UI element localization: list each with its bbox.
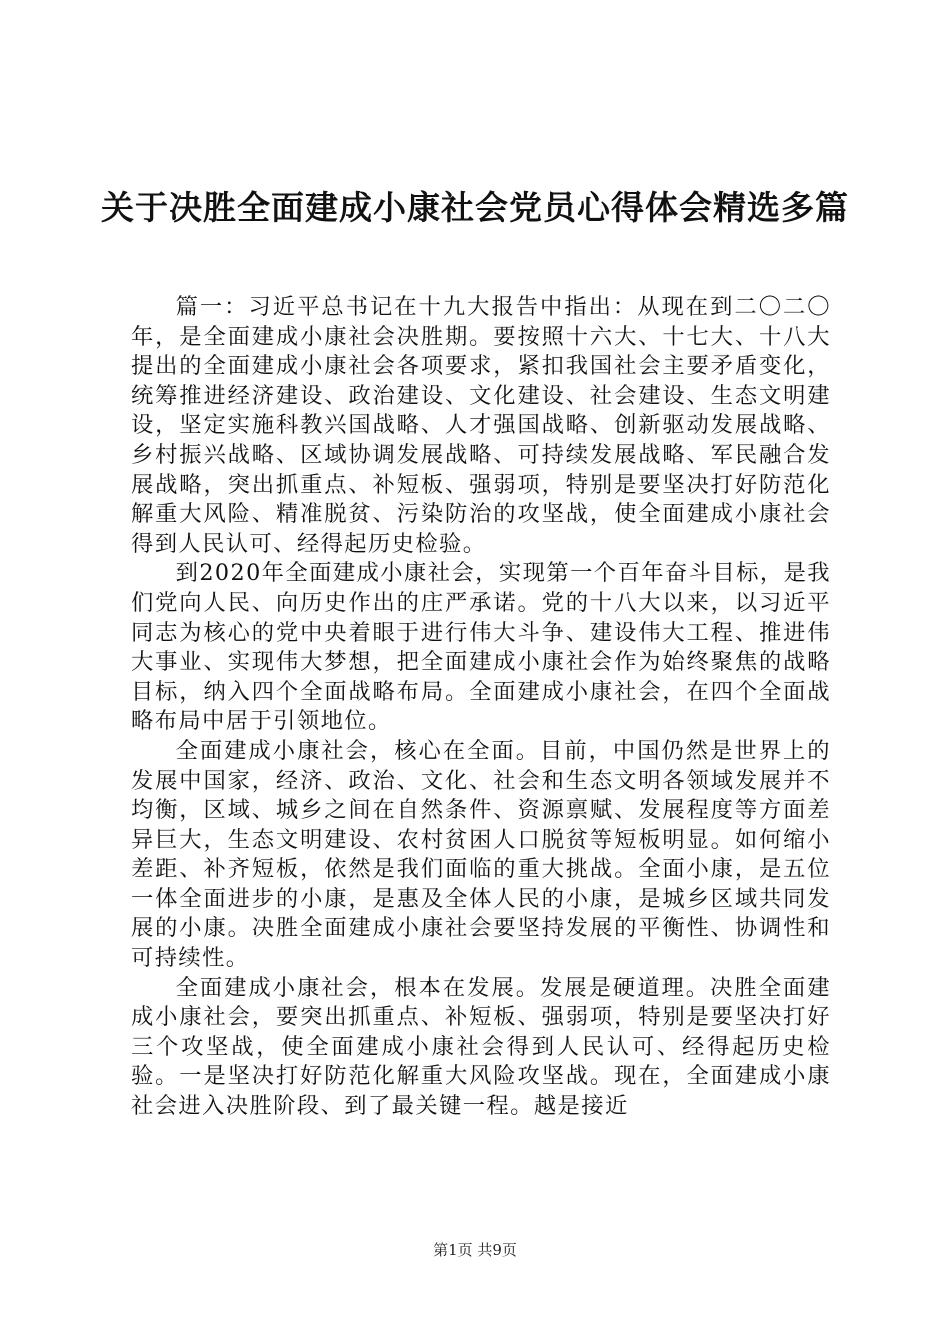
- document-title: 关于决胜全面建成小康社会党员心得体会精选多篇: [101, 188, 849, 227]
- paragraph: 篇一：习近平总书记在十九大报告中指出：从现在到二〇二〇年，是全面建成小康社会决胜期。要按照十六大、十七大、十八大提出的全面建成小康社会各项要求，紧扣我国社会主要矛盾变化，统筹推进经济建设、政治建设、文化建设、社会建设、生态文明建设，坚定实施科教兴国战略、人才强国战略、创新驱动发展战略、乡村振兴战略、区域协调发展战略、可持续发展战略、军民融合发展战略，突出抓重点、补短板、强弱项，特别是要坚决打好防范化解重大风险、精准脱贫、污染防治的攻坚战，使全面建成小康社会得到人民认可、经得起历史检验。: [131, 294, 831, 557]
- paragraph: 全面建成小康社会，核心在全面。目前，中国仍然是世界上的发展中国家，经济、政治、文化、社会和生态文明各领域发展并不均衡，区域、城乡之间在自然条件、资源禀赋、发展程度等方面差异巨大，生态文明建设、农村贫困人口脱贫等短板明显。如何缩小差距、补齐短板，依然是我们面临的重大挑战。全面小康，是五位一体全面进步的小康，是惠及全体人民的小康，是城乡区域共同发展的小康。决胜全面建成小康社会要坚持发展的平衡性、协调性和可持续性。: [131, 737, 831, 972]
- paragraph: 到2020年全面建成小康社会，实现第一个百年奋斗目标，是我们党向人民、向历史作出的庄严承诺。党的十八大以来，以习近平同志为核心的党中央着眼于进行伟大斗争、建设伟大工程、推进伟大事业、实现伟大梦想，把全面建成小康社会作为始终聚焦的战略目标，纳入四个全面战略布局。全面建成小康社会，在四个全面战略布局中居于引领地位。: [131, 560, 831, 735]
- document-body: [131, 293, 831, 1122]
- page-number: 第1页 共9页: [433, 1241, 517, 1259]
- paragraph: 全面建成小康社会，根本在发展。发展是硬道理。决胜全面建成小康社会，要突出抓重点、补短板、强弱项，特别是要坚决打好三个攻坚战，使全面建成小康社会得到人民认可、经得起历史检验。一是坚决打好防范化解重大风险攻坚战。现在，全面建成小康社会进入决胜阶段、到了最关键一程。越是接近: [131, 974, 831, 1120]
- page-footer: [0, 1240, 950, 1260]
